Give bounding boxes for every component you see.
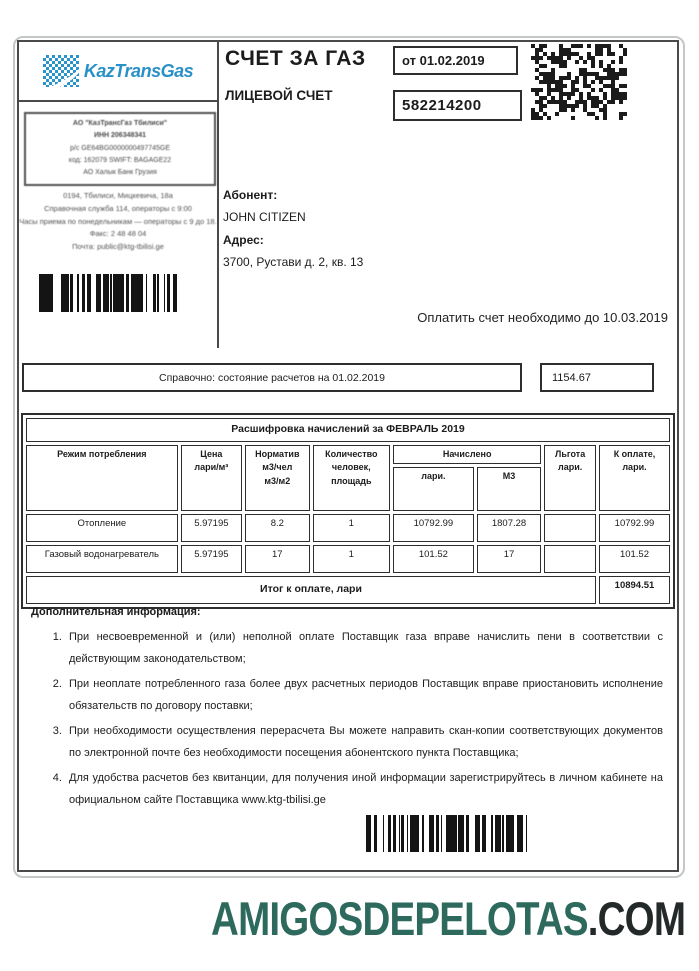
- info-item-1: 1. При несвоевременной и (или) неполной оплате Поставщик газа вправе начислить пени в соответствии с действующим законодательством;: [65, 626, 663, 670]
- row2-qty: 1: [313, 545, 390, 573]
- invoice-date-box: от 01.02.2019: [393, 46, 518, 75]
- invoice-subtitle: ЛИЦЕВОЙ СЧЕТ: [225, 88, 333, 103]
- watermark-brand-suffix: .COM: [587, 892, 685, 945]
- row1-mode: Отопление: [26, 514, 178, 542]
- col-header-mode-label: Режим потребления: [57, 448, 147, 459]
- company-bank: АО Халык Банк Грузия: [83, 169, 157, 176]
- contact-hours: Часы приема по понедельникам — операторы с 9 до 18.: [19, 216, 217, 226]
- row1-benefit: [544, 514, 596, 542]
- company-name: АО "КазТрансГаз Тбилиси": [72, 120, 168, 127]
- row2-price: 5.97195: [181, 545, 242, 573]
- row2-accrued-lari: 101.52: [393, 545, 474, 573]
- row1-accrued-lari: 10792.99: [393, 514, 474, 542]
- reference-value-box: 1154.67: [540, 363, 654, 392]
- charges-table: [21, 413, 675, 609]
- contact-address: 0194, Тбилиси, Мицкевича, 18а: [63, 191, 173, 200]
- qr-code: [531, 44, 627, 120]
- table-row: [26, 514, 670, 542]
- kaztransgas-logo-icon: [43, 55, 79, 87]
- qty-unit2: площадь: [331, 475, 372, 486]
- watermark-brand-name: AMIGOSDEPELOTAS: [210, 892, 588, 945]
- row2-accrued-m3: 17: [477, 545, 542, 573]
- row2-mode: Газовый водонагреватель: [26, 545, 178, 573]
- row2-benefit: [544, 545, 596, 573]
- payment-due-notice: Оплатить счет необходимо до 10.03.2019: [417, 310, 668, 325]
- row1-accrued-m3: 1807.28: [477, 514, 542, 542]
- page-frame: [13, 36, 685, 878]
- company-inn: ИНН 206348341: [93, 132, 147, 140]
- address-label: Адрес:: [223, 233, 264, 247]
- contact-email: Почта: public@ktg-tbilisi.ge: [72, 242, 164, 251]
- price-unit: лари/м³: [194, 462, 229, 473]
- col-header-topay: [599, 445, 670, 512]
- table-title: Расшифровка начислений за ФЕВРАЛЬ 2019: [26, 418, 670, 442]
- benefit-label: Льгота: [555, 448, 586, 459]
- invoice-title: СЧЕТ ЗА ГАЗ: [225, 47, 366, 70]
- qty-unit1: человек,: [331, 462, 371, 473]
- col-header-mode: [26, 445, 178, 512]
- contact-hotline: Справочная служба 114, операторы с 9:00: [44, 203, 192, 213]
- header-column-divider: [217, 100, 219, 348]
- account-barcode: [39, 274, 179, 312]
- norm-unit2: м3/м2: [264, 475, 291, 486]
- total-label: Итог к оплате, лари: [26, 576, 596, 604]
- row1-topay: 10792.99: [599, 514, 670, 542]
- topay-label: К оплате,: [613, 448, 656, 459]
- watermark-brand: [211, 891, 685, 946]
- total-value: 10894.51: [599, 576, 670, 604]
- company-logo: [19, 42, 219, 102]
- info-item-3: 3. При необходимости осуществления перерасчета Вы можете направить скан-копии соответствующих документов по электронной почте без необходимости посещения абонентского пункта Поставщика;: [65, 720, 663, 764]
- additional-info-section: [23, 606, 671, 814]
- row2-norm: 17: [245, 545, 310, 573]
- benefit-unit: лари.: [558, 462, 583, 473]
- info-item-2: 2. При неоплате потребленного газа более двух расчетных периодов Поставщик вправе приостановить исполнение обязательств по договору поставки;: [65, 673, 663, 717]
- company-account: р/с GE64BG0000000497745GE: [69, 144, 171, 152]
- col-header-benefit: [544, 445, 596, 512]
- col-header-price: [181, 445, 242, 512]
- col-header-accrued-lari: лари.: [393, 467, 474, 511]
- subscriber-name: JOHN CITIZEN: [223, 210, 306, 224]
- qty-label: Количество: [325, 448, 378, 459]
- row2-topay: 101.52: [599, 545, 670, 573]
- personal-account-box: 582214200: [393, 90, 522, 121]
- company-requisites-box: [24, 112, 216, 186]
- row1-price: 5.97195: [181, 514, 242, 542]
- norm-unit1: м3/чел: [262, 462, 293, 473]
- col-header-qty: [313, 445, 390, 512]
- subscriber-address: 3700, Рустави д. 2, кв. 13: [223, 255, 364, 269]
- col-header-accrued-m3: М3: [477, 467, 542, 511]
- subscriber-label: Абонент:: [223, 188, 278, 202]
- invoice-document: [17, 40, 679, 872]
- contact-fax: Факс: 2 48 48 04: [89, 229, 147, 239]
- topay-unit: лари.: [622, 462, 647, 473]
- payment-barcode: [357, 815, 633, 852]
- price-label: Цена: [200, 448, 223, 459]
- table-row: [26, 545, 670, 573]
- additional-info-list: [31, 626, 663, 811]
- charges-table-wrapper: [21, 413, 675, 609]
- row1-norm: 8.2: [245, 514, 310, 542]
- company-bank-code: код: 162079 SWIFT: BAGAGE22: [68, 156, 172, 164]
- col-header-norm: [245, 445, 310, 512]
- info-item-4: 4. Для удобства расчетов без квитанции, для получения иной информации зарегистрируйтесь в личном кабинете на официальном сайте Поставщика www.ktg-tbilisi.ge: [65, 767, 663, 811]
- col-header-accrued: Начислено: [393, 445, 541, 465]
- row1-qty: 1: [313, 514, 390, 542]
- reference-label-box: Справочно: состояние расчетов на 01.02.2019: [22, 363, 522, 392]
- norm-label: Норматив: [255, 448, 300, 459]
- logo-text: KazTransGas: [83, 60, 194, 81]
- company-contact-block: [19, 190, 217, 254]
- additional-info-title: Дополнительная информация:: [31, 606, 201, 618]
